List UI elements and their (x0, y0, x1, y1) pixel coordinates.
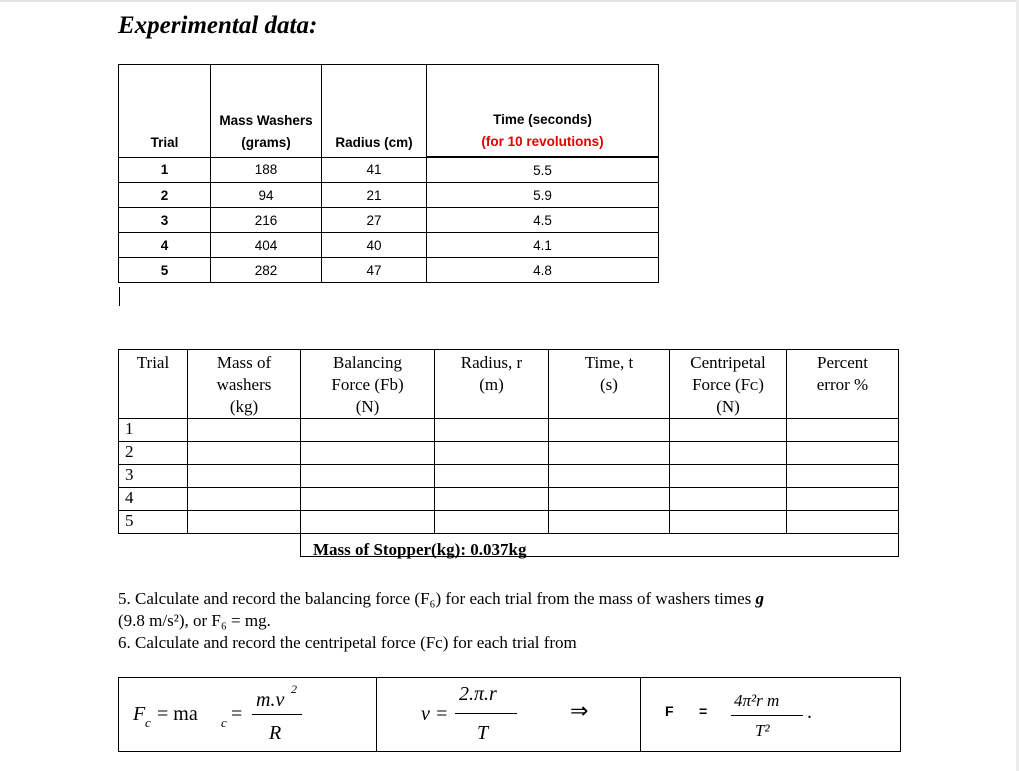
header-mass-washers: Mass of washers (kg) (188, 350, 301, 419)
empty-entry-cell[interactable] (787, 488, 899, 511)
trial-cell: 1 (119, 157, 211, 183)
empty-entry-cell[interactable] (188, 511, 301, 534)
fc-denominator: R (269, 722, 282, 744)
instructions (118, 588, 898, 654)
header-balancing-force: Balancing Force (Fb) (N) (301, 350, 435, 419)
empty-entry-cell[interactable] (301, 465, 435, 488)
empty-entry-cell[interactable] (188, 442, 301, 465)
trial-number-cell: 3 (119, 465, 188, 488)
fraction-bar (252, 714, 302, 715)
formula-divider (376, 678, 377, 751)
fc-equals-2: = (231, 703, 243, 725)
empty-entry-cell[interactable] (670, 419, 787, 442)
empty-entry-cell[interactable] (670, 511, 787, 534)
empty-entry-cell[interactable] (670, 442, 787, 465)
mass-cell: 216 (211, 208, 322, 233)
text-cursor (119, 287, 120, 306)
radius-cell: 47 (322, 258, 427, 283)
time-cell: 5.5 (427, 157, 659, 183)
instruction-step-6: 6. Calculate and record the centripetal force (Fc) for each trial from (118, 633, 577, 652)
empty-entry-cell[interactable] (188, 419, 301, 442)
header-trial: Trial (119, 65, 211, 158)
empty-entry-cell[interactable] (787, 465, 899, 488)
empty-entry-cell[interactable] (787, 511, 899, 534)
fc-superscript: 2 (291, 682, 297, 696)
fraction-bar (731, 715, 803, 716)
header-mass: Mass Washers (grams) (211, 65, 322, 158)
f-lhs: F (665, 703, 674, 719)
ac-subscript: c (221, 715, 227, 730)
empty-entry-cell[interactable] (549, 465, 670, 488)
implies-arrow-icon: ⇒ (570, 698, 589, 723)
table-body (119, 157, 659, 283)
empty-entry-cell[interactable] (435, 511, 549, 534)
trial-cell: 3 (119, 208, 211, 233)
time-cell: 4.8 (427, 258, 659, 283)
table-row[interactable] (119, 511, 899, 534)
f-equals: = (699, 703, 708, 719)
v-numerator: 2.π.r (459, 683, 497, 705)
table-row (119, 233, 659, 258)
trial-number-cell: 1 (119, 419, 188, 442)
empty-entry-cell[interactable] (188, 488, 301, 511)
radius-cell: 41 (322, 157, 427, 183)
empty-entry-cell[interactable] (670, 465, 787, 488)
instruction-step-5: 5. Calculate and record the balancing force (F₆) for each trial from the mass of washers times g (118, 589, 765, 608)
table-row[interactable] (119, 442, 899, 465)
radius-cell: 27 (322, 208, 427, 233)
trial-number-cell: 4 (119, 488, 188, 511)
header-trial: Trial (119, 350, 188, 419)
empty-entry-cell[interactable] (435, 419, 549, 442)
radius-cell: 21 (322, 183, 427, 208)
table-row[interactable] (119, 419, 899, 442)
empty-entry-cell[interactable] (188, 465, 301, 488)
mass-cell: 188 (211, 157, 322, 183)
empty-entry-cell[interactable] (787, 442, 899, 465)
v-lhs: v = (421, 703, 449, 725)
formula-box (118, 677, 901, 752)
trial-number-cell: 5 (119, 511, 188, 534)
header-radius: Radius, r (m) (435, 350, 549, 419)
f-denominator: T² (755, 721, 770, 740)
top-border (0, 0, 1019, 2)
trial-cell: 5 (119, 258, 211, 283)
empty-entry-cell[interactable] (787, 419, 899, 442)
time-cell: 4.5 (427, 208, 659, 233)
empty-entry-cell[interactable] (435, 442, 549, 465)
table-row[interactable] (119, 488, 899, 511)
table-row[interactable] (119, 465, 899, 488)
empty-entry-cell[interactable] (549, 419, 670, 442)
trial-number-cell: 2 (119, 442, 188, 465)
mass-cell: 404 (211, 233, 322, 258)
table-row (119, 157, 659, 183)
trial-cell: 2 (119, 183, 211, 208)
table-row (119, 183, 659, 208)
table-header-row (119, 65, 659, 158)
mass-cell: 282 (211, 258, 322, 283)
table-body[interactable] (119, 419, 899, 534)
fc-equals: = ma (157, 703, 198, 725)
empty-entry-cell[interactable] (435, 488, 549, 511)
fraction-bar (455, 713, 517, 714)
experimental-data-table (118, 64, 659, 283)
instruction-step-5-cont: (9.8 m/s²), or F₆ = mg. (118, 611, 271, 630)
header-centripetal-force: Centripetal Force (Fᴄ) (N) (670, 350, 787, 419)
page-title: Experimental data: (118, 12, 318, 39)
table-row (119, 208, 659, 233)
radius-cell: 40 (322, 233, 427, 258)
mass-of-stopper: Mass of Stopper(kg): 0.037kg (313, 540, 527, 559)
f-period: . (807, 701, 812, 723)
time-cell: 4.1 (427, 233, 659, 258)
header-percent-error: Percent error % (787, 350, 899, 419)
empty-entry-cell[interactable] (670, 488, 787, 511)
fc-lhs: F (133, 703, 146, 725)
mass-cell: 94 (211, 183, 322, 208)
empty-entry-cell[interactable] (549, 511, 670, 534)
empty-entry-cell[interactable] (435, 465, 549, 488)
header-radius: Radius (cm) (322, 65, 427, 158)
calculation-table[interactable] (118, 349, 899, 557)
fc-numerator: m.v (256, 689, 285, 711)
trial-cell: 4 (119, 233, 211, 258)
f-numerator: 4π²r m (734, 691, 780, 710)
v-denominator: T (477, 722, 489, 744)
fc-subscript: c (145, 715, 151, 730)
empty-entry-cell[interactable] (301, 442, 435, 465)
empty-entry-cell[interactable] (301, 511, 435, 534)
formula-divider (640, 678, 641, 751)
empty-entry-cell[interactable] (549, 488, 670, 511)
header-time: Time (seconds) (for 10 revolutions) (427, 65, 659, 158)
table-row (119, 258, 659, 283)
empty-entry-cell[interactable] (301, 488, 435, 511)
table-header-row (119, 350, 899, 419)
time-cell: 5.9 (427, 183, 659, 208)
header-time: Time, t (s) (549, 350, 670, 419)
empty-entry-cell[interactable] (301, 419, 435, 442)
empty-entry-cell[interactable] (549, 442, 670, 465)
